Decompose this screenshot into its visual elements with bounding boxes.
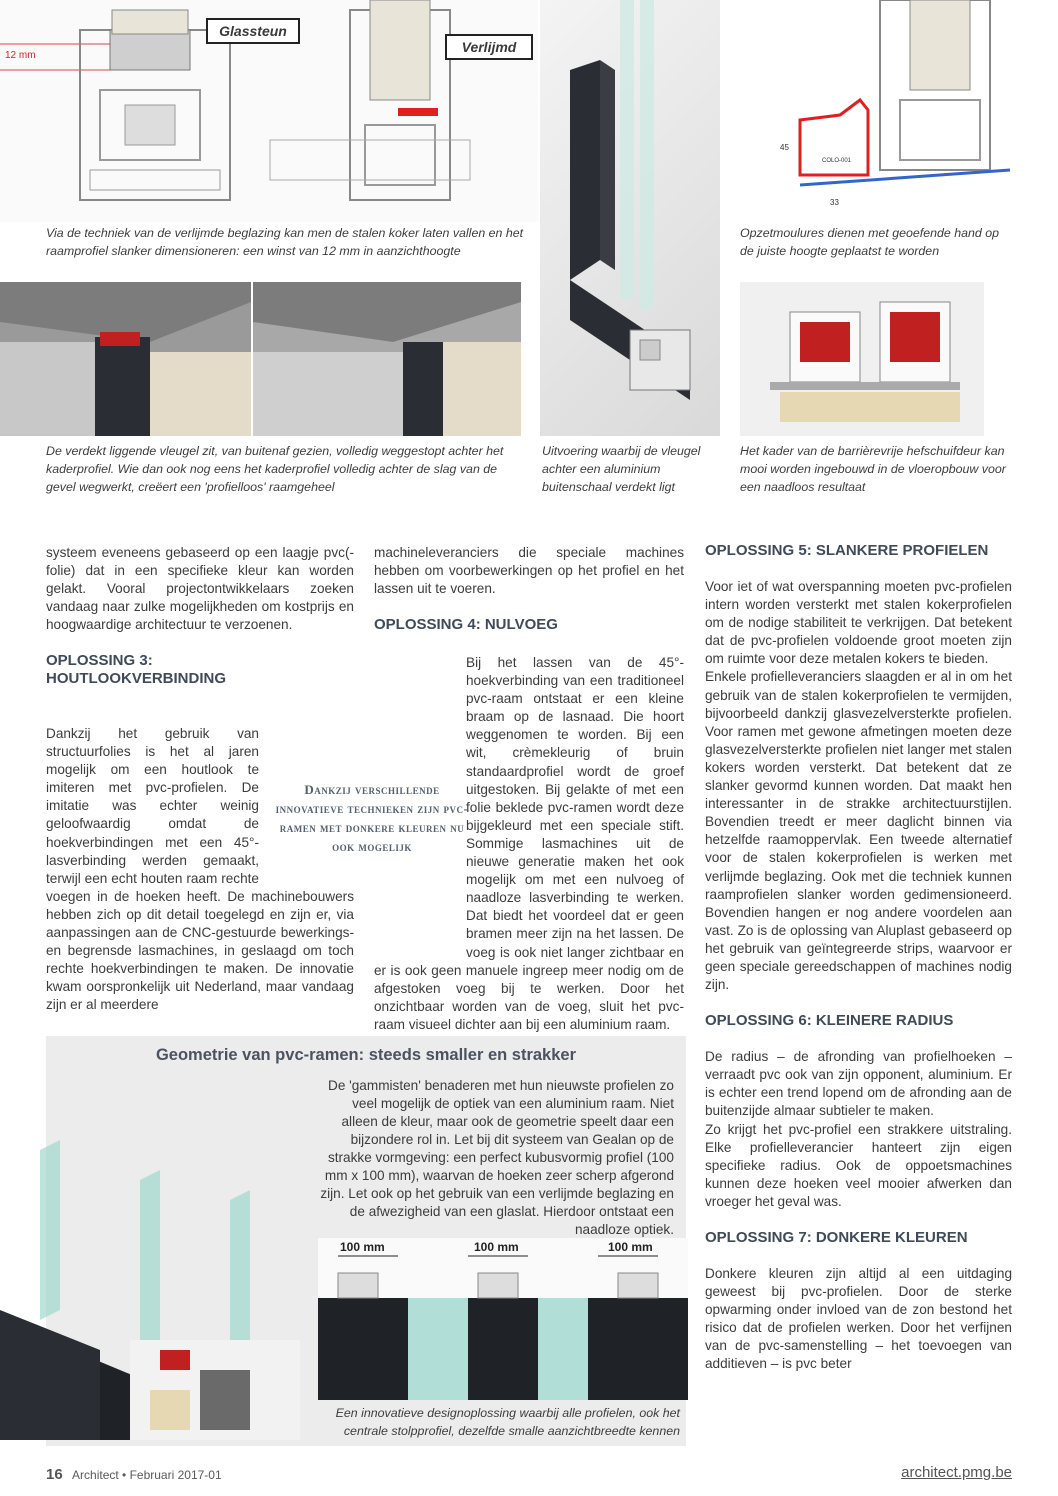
caption-verdekt-liggende-vleugel: De verdekt liggende vleugel zit, van buitenaf gezien, volledig weggestopt achter het kaderprofiel. Wie dan ook nog eens het kaderprofiel volledig achter de slag van de gevel wegwerkt, creëert een 'profielloos' raamgeheel <box>46 444 504 494</box>
column-3 <box>705 542 1012 1374</box>
code-colo-label: COLO-001 <box>822 158 852 164</box>
heading-oplossing-5: OPLOSSING 5: SLANKERE PROFIELEN <box>705 542 989 559</box>
info-box-title: Geometrie van pvc-ramen: steeds smaller en strakker <box>155 1046 577 1064</box>
col3-paragraph-2: Enkele profielleveranciers slaagden er al in om het gebruik van de stalen kokerprofielen te vermijden, bijvoorbeeld dankzij glasvezelversterkte profielen. Voor ramen met gewone afmetingen moeten deze glasvezelversterkte profielen niet langer met stalen kokers worden versterkt. Dat betekent dat ze slanker gevormd kunnen worden. Dat maakt hen interessanter in de strakke architectuurstijlen. Bovendien treedt er meer daglicht binnen via hetzelfde raamoppervlak. Een tweede alternatief voor de stalen kokerprofielen is werken met verlijmde beglazing. Ook met die techniek kunnen raamprofielen slanker worden gedimensioneerd. Bovendien hangen er nog andere voordelen aan vast. Zo is de oplossing van Aluplast gebaseerd op het gebruik van geïntegreerde strips, waarvoor er geen speciale gereedschappen of machines nodig zijn. <box>705 669 1012 993</box>
heading-oplossing-7: OPLOSSING 7: DONKERE KLEUREN <box>705 1229 968 1246</box>
col3-paragraph-4: Zo krijgt het pvc-profiel een strakkere uitstraling. Elke profielleverancier hanteert zijn eigen specifieke radius. Ook de oppoetsmachines kunnen deze hoeken veel mooier afwerken dan vroeger het geval was. <box>705 1121 1012 1209</box>
dim-45-label: 45 <box>780 143 789 152</box>
column-1 <box>46 544 354 688</box>
caption-hefschuifdeur: Het kader van de barrièrevrije hefschuifdeur kan mooi worden ingebouwd in de vloeropbouw voor een naadloos resultaat <box>740 444 1006 494</box>
heading-oplossing-3-line1: OPLOSSING 3: <box>46 652 153 670</box>
dim-label-1: 100 mm <box>340 1240 385 1254</box>
figure-stolpprofiel <box>318 1238 688 1400</box>
figure-verdekt-vleugel-1 <box>0 282 251 436</box>
label-verlijmd-text: Verlijmd <box>461 39 517 55</box>
label-verlijmd <box>445 34 533 60</box>
figure-verdekt-vleugel-2 <box>253 282 521 436</box>
dim-label-2: 100 mm <box>474 1240 519 1254</box>
label-glassteun-text: Glassteun <box>219 23 287 39</box>
figure-opzetmoulure <box>740 0 1058 222</box>
figure-dark-window-profile <box>540 0 720 436</box>
col1-paragraph-1: systeem eveneens gebaseerd op een laagje pvc(-folie) dat in een specifieke kleur kan worden gelakt. Vooral projectontwikkelaars zoeken vandaag naar zulke mogelijkheden om kostprijs en hoogwaardige architectuur te verzoenen. <box>46 545 354 633</box>
caption-opzetmoulures: Opzetmoulures dienen met geoefende hand op de juiste hoogte geplaatst te worden <box>740 226 1000 258</box>
heading-oplossing-6: OPLOSSING 6: KLEINERE RADIUS <box>705 1012 954 1030</box>
col3-paragraph-1: Voor iet of wat overspanning moeten pvc-profielen intern worden versterkt met stalen kokerprofielen om de nodige stabiliteit te verkrijgen. Dat betekent dat de pvc-profielen voldoende groot moeten zijn om ruimte voor deze metalen kokers te bieden. <box>705 579 1012 667</box>
column-1-body <box>46 725 354 1015</box>
heading-oplossing-3-line2: HOUTLOOKVERBINDING <box>46 670 226 688</box>
figure-hefschuifdeur <box>740 282 984 436</box>
caption-verlijmde-beglazing: Via de techniek van de verlijmde beglazing kan men de stalen koker laten vallen en het raamprofiel slanker dimensioneren: een winst van 12 mm in aanzichthoogte <box>46 226 524 258</box>
col2-paragraph-2: Bij het lassen van de 45°-hoekverbinding van een traditioneel pvc-raam ontstaat er een kleine braam op de lasnaad. Die hoort weggenomen te worden. Bij een wit, crèmekleurig of bruin standaardprofiel wordt de groef uitgestoken. Bij gelakte of met een folie beklede pvc-ramen wordt deze bijgekleurd met een speciale stift. Sommige lasmachines uit de nieuwe generatie maken het ook mogelijk om met een nulvoeg of naadloze lasverbinding te werken. Dat biedt het voordeel dat er geen bramen meer zijn na het lassen. De voeg is ook niet langer zichtbaar en er is ook geen manuele ingreep meer nodig om de afgestoken voeg bij te werken. Door het onzichtbaar worden van de voeg, sluit het pvc-raam visueel dichter aan bij een aluminium raam. <box>374 655 684 1032</box>
col3-paragraph-3: De radius – de afronding van profielhoeken – verraadt pvc ook van zijn opponent, aluminium. Er is echter een trend lopend om de afronding aan de buitenzijde almaar subtieler te maken. <box>705 1049 1012 1119</box>
footer-left <box>46 1466 222 1483</box>
figure-glassteun-verlijmd <box>0 0 538 222</box>
dim-label-3: 100 mm <box>608 1240 653 1254</box>
pull-quote: Dankzij verschillende innovatieve technieken zijn pvc-ramen met donkere kleuren nu ook mogelijk <box>275 782 469 854</box>
footer-site-link[interactable]: architect.pmg.be <box>901 1464 1012 1481</box>
col1-paragraph-2: Dankzij het gebruik van structuurfolies is het al jaren mogelijk om een houtlook te imiteren met pvc-profielen. De imitatie was echter weinig geloofwaardig omdat de hoekverbindingen met een 45°-lasverbinding werden gemaakt, terwijl een echt houten raam rechte voegen in de hoeken heeft. De machinebouwers hebben zich op dit detail toegelegd en zijn er, via aanpassingen aan de CNC-gestuurde bewerkings- en begrensde lasmachines, in geslaagd om toch rechte hoekverbindingen te maken. De innovatie kwam oorspronkelijk uit Nederland, maar vandaag zijn er al meerdere <box>46 726 354 1013</box>
heading-oplossing-4: OPLOSSING 4: NULVOEG <box>374 616 558 634</box>
col3-paragraph-5: Donkere kleuren zijn altijd al een uitdaging geweest bij pvc-profielen. Door de sterke opwarming onder invloed van de zon bestond het risico dat de profielen werken. Door het verfijnen van de pvc-samenstelling – het toevoegen van additieven – is pvc beter <box>705 1266 1012 1372</box>
publication-info: Architect • Februari 2017-01 <box>72 1468 222 1482</box>
caption-stolpprofiel: Een innovatieve designoplossing waarbij alle profielen, ook het centrale stolpprofiel, dezelfde smalle aanzichtbreedte kennen <box>335 1406 680 1438</box>
dim-12mm-label: 12 mm <box>5 50 36 61</box>
column-2 <box>374 544 684 640</box>
caption-aluminium-buitenschaal: Uitvoering waarbij de vleugel achter een aluminium buitenschaal verdekt ligt <box>542 444 701 494</box>
info-box-body: De 'gammisten' benaderen met hun nieuwste profielen zo veel mogelijk de optiek van een aluminium raam. Niet alleen de kleur, maar ook de geometrie speelt daar een bijzondere rol in. Let bij dit systeem van Gealan op de strakke vormgeving: een perfect kubusvormig profiel (100 mm x 100 mm), waarvan de hoeken zeer scherp afgerond zijn. Let ook op het gebruik van een verlijmde beglazing en de afwezigheid van een glaslat. Hierdoor ontstaat een naadloze optiek. <box>320 1078 674 1237</box>
dim-33-label: 33 <box>830 198 839 207</box>
figure-gealan-profile <box>0 1140 300 1440</box>
label-glassteun <box>206 18 300 44</box>
page-number: 16 <box>46 1466 63 1483</box>
col2-paragraph-1: machineleveranciers die speciale machines hebben om voorbewerkingen op het profiel en het lassen uit te voeren. <box>374 545 684 597</box>
heading-oplossing-3 <box>46 652 354 688</box>
